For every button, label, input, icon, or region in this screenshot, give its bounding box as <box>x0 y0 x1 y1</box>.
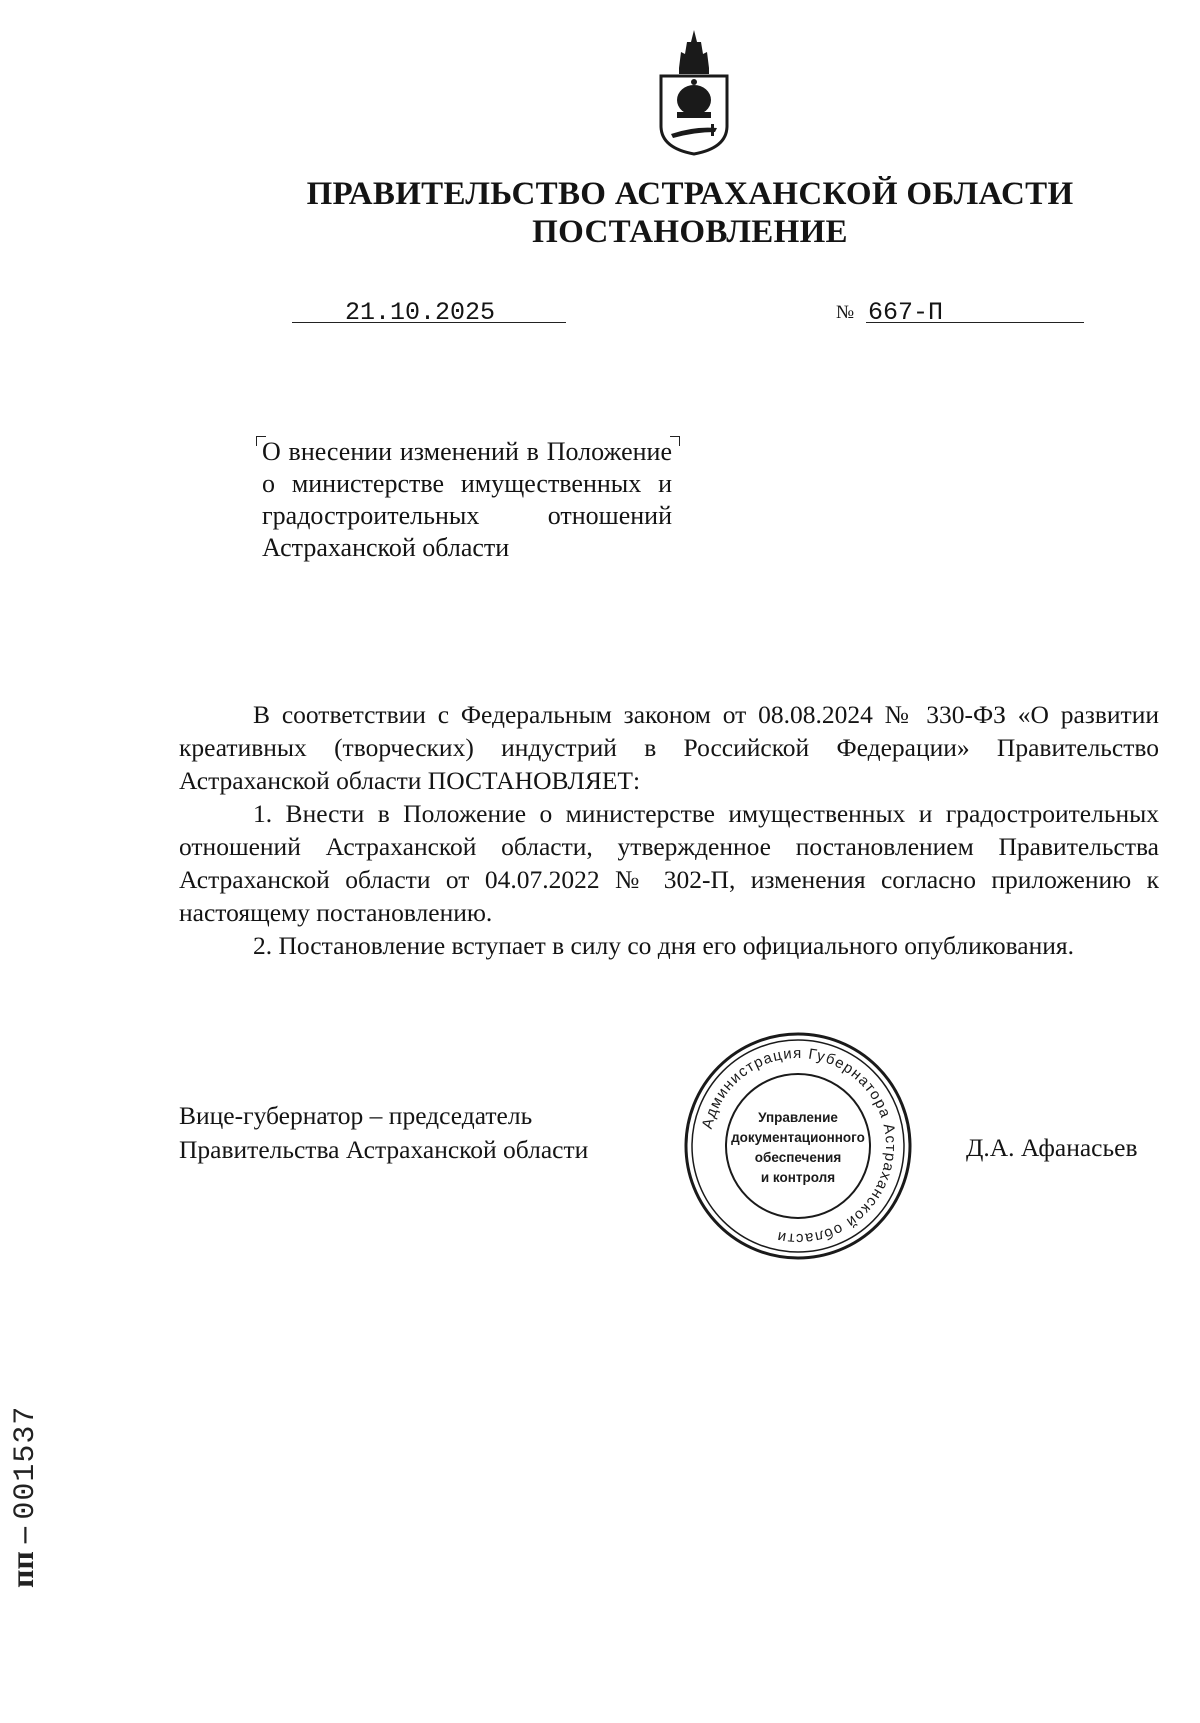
coat-of-arms-emblem <box>655 28 733 156</box>
body-paragraph-item-1: 1. Внести в Положение о министерстве имущественных и градостроительных отношений Астраханской области, утвержденное постановлением Правительства Астраханской области от 04.07.2022 № 302-П, изменения согласно приложению к настоящему постановлению. <box>179 799 1159 927</box>
number-underline <box>866 322 1084 323</box>
registration-number <box>4 1406 43 1588</box>
stamp-center-line1: Управление <box>758 1110 838 1125</box>
stamp-center-line2: документационного <box>731 1130 865 1145</box>
document-subject: О внесении изменений в Положение о министерстве имущественных и градостроительных отношений Астраханской области <box>262 437 672 562</box>
body-paragraph-item-2: 2. Постановление вступает в силу со дня его официального опубликования. <box>253 931 1074 960</box>
signatory-name: Д.А. Афанасьев <box>966 1133 1138 1162</box>
organization-title: ПРАВИТЕЛЬСТВО АСТРАХАНСКОЙ ОБЛАСТИ <box>306 176 1074 212</box>
document-number: 667-П <box>868 298 944 327</box>
document-date: 21.10.2025 <box>344 298 496 327</box>
stamp-center-line4: и контроля <box>760 1170 836 1185</box>
official-stamp <box>680 1028 916 1264</box>
body-paragraph-preamble: В соответствии с Федеральным законом от 08.08.2024 № 330-ФЗ «О развитии креативных (творческих) индустрий в Российской Федерации» Правительство Астраханской области ПОСТАНОВЛЯЕТ: <box>179 700 1159 795</box>
document-type-title: ПОСТАНОВЛЕНИЕ <box>532 214 848 250</box>
date-underline <box>292 322 566 323</box>
signatory-position <box>179 1099 588 1167</box>
signatory-position-line1: Вице-губернатор – председатель <box>179 1101 533 1130</box>
signatory-position-line2: Правительства Астраханской области <box>179 1135 589 1164</box>
stamp-ring-text: Администрация Губернатора Астраханской области <box>698 1044 900 1248</box>
stamp-center-line3: обеспечения <box>754 1150 842 1165</box>
document-body <box>179 698 1159 962</box>
registration-prefix: пп – <box>4 1527 40 1588</box>
registration-digits: 001537 <box>9 1405 43 1520</box>
number-sign: № <box>836 302 855 323</box>
